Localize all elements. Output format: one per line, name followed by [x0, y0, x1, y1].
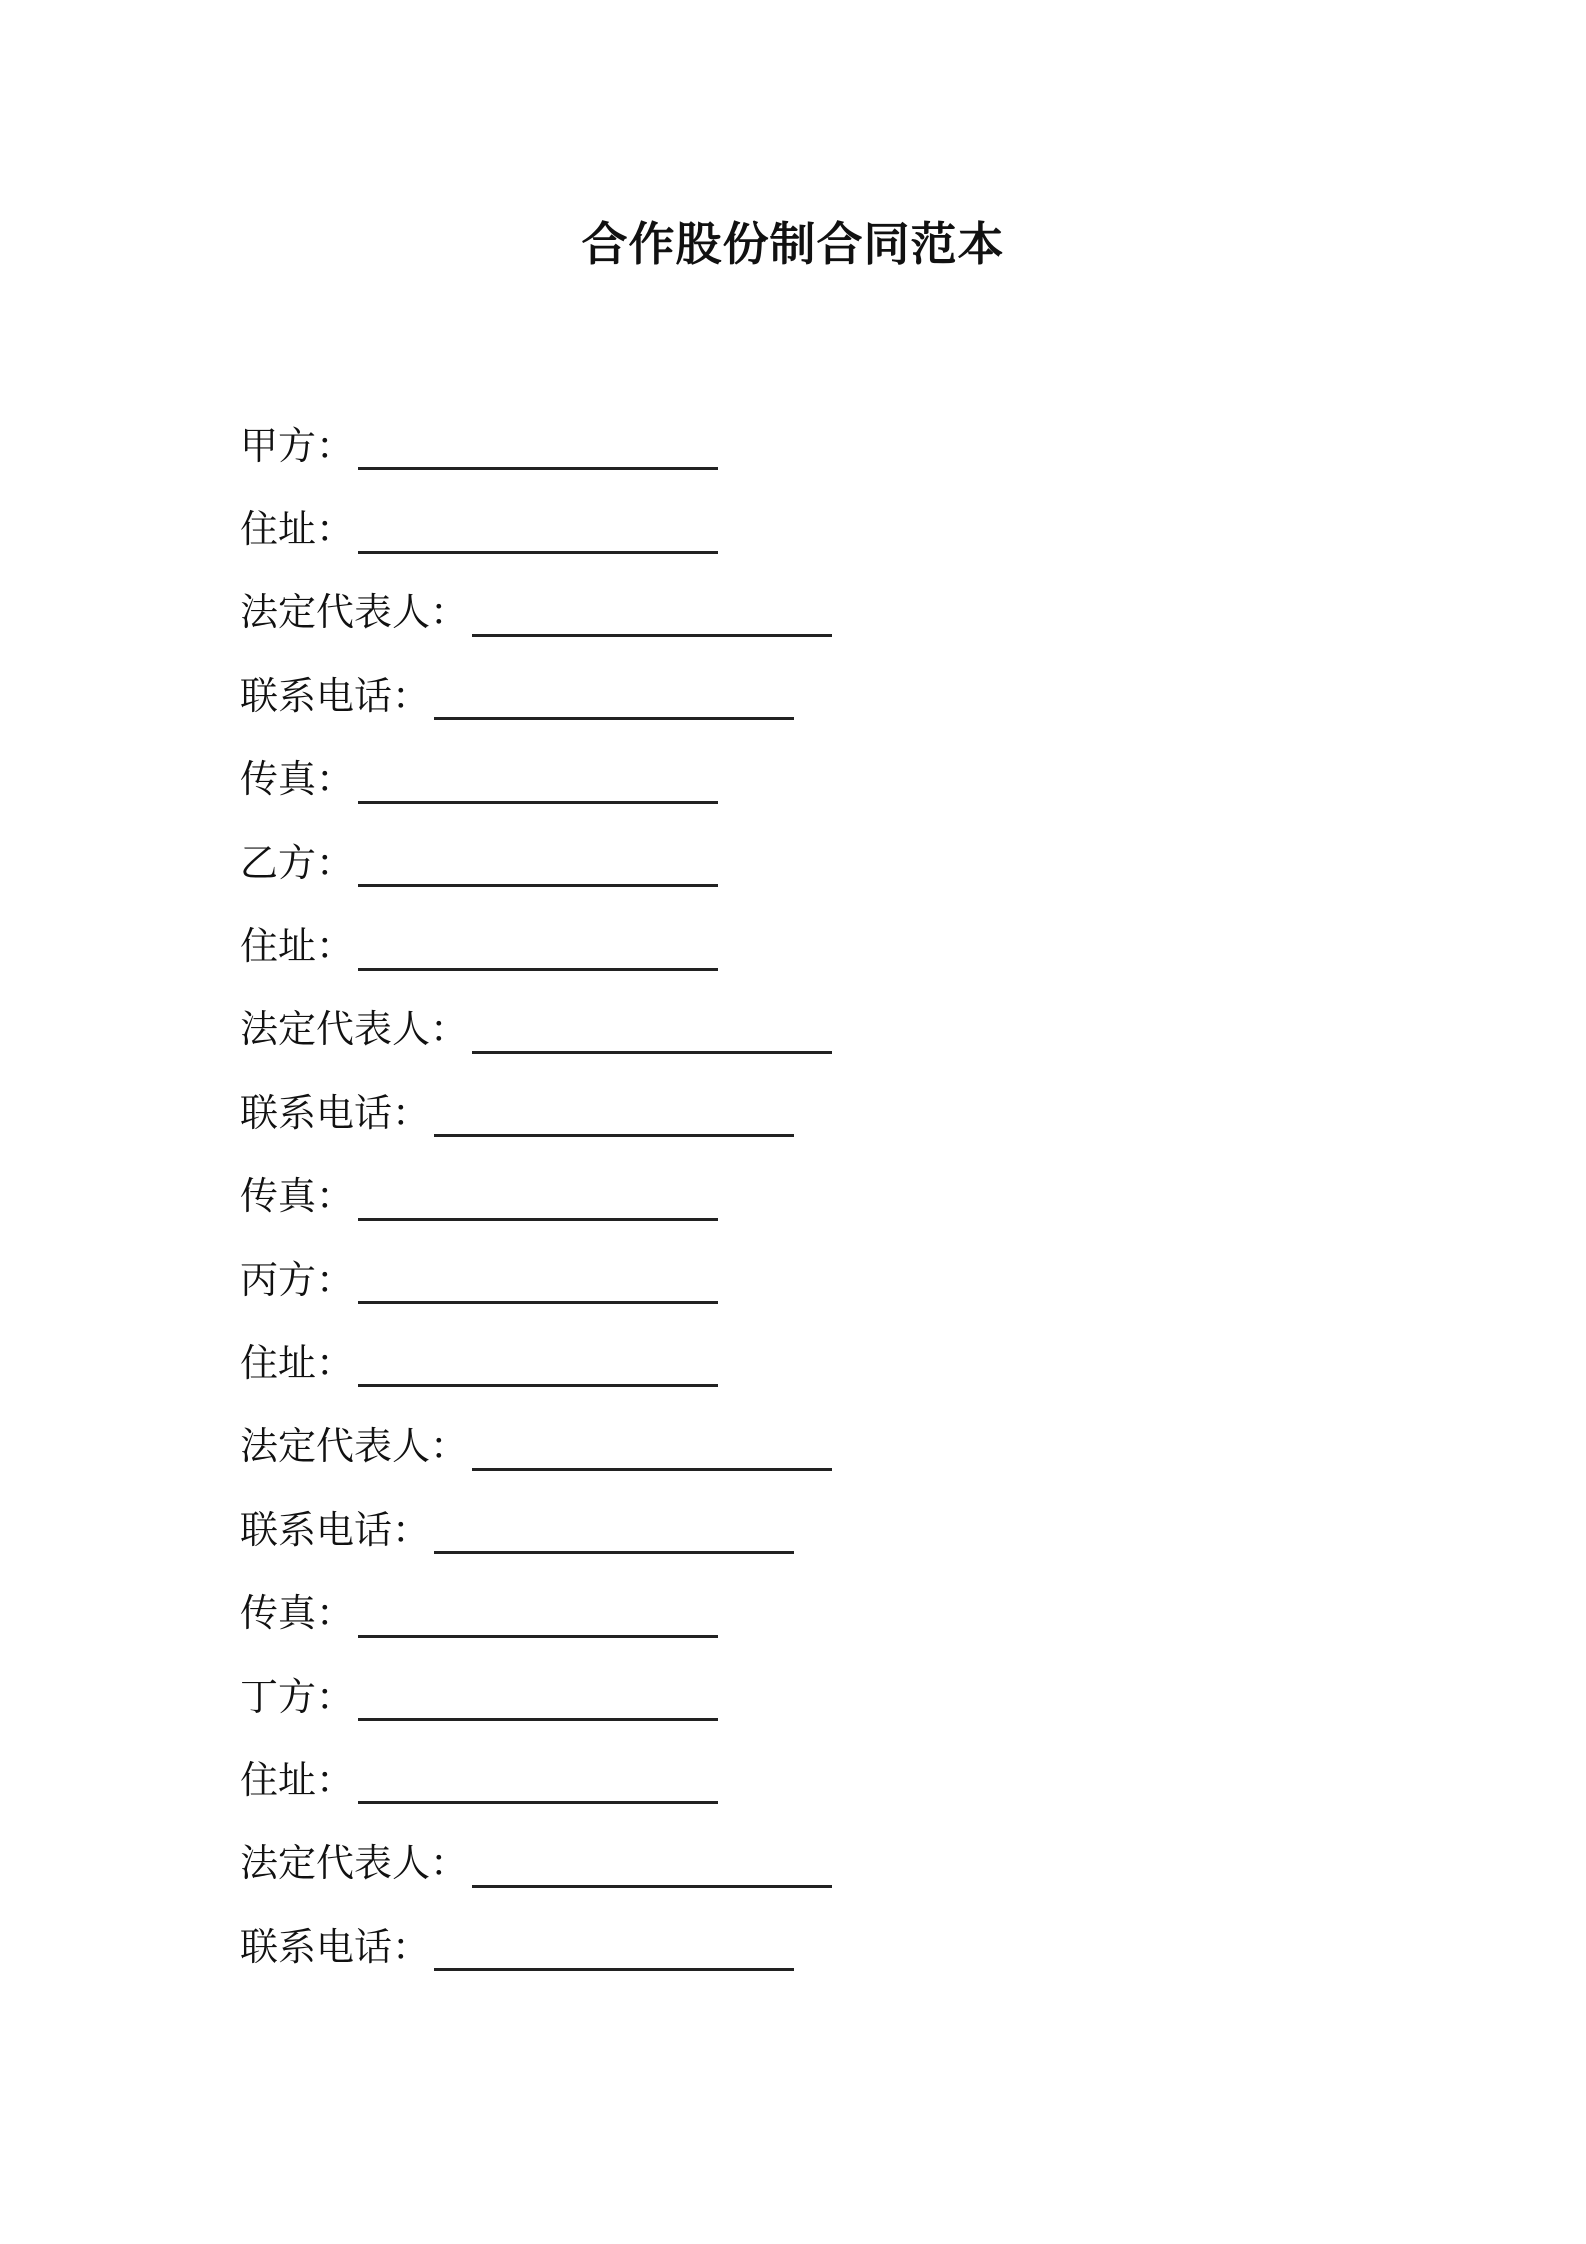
field-label: 传真： [240, 1174, 355, 1219]
fill-in-blank [358, 421, 718, 470]
field-label: 住址： [240, 1340, 355, 1385]
field-row [240, 988, 1340, 1071]
fill-in-blank [358, 922, 718, 971]
field-label: 联系电话： [240, 1924, 431, 1969]
field-row [240, 654, 1340, 737]
field-row [240, 404, 1340, 487]
fill-in-blank [472, 588, 832, 637]
document-title: 合作股份制合同范本 [581, 217, 1005, 271]
field-row [240, 904, 1340, 987]
field-label: 法定代表人： [240, 590, 469, 635]
field-row [240, 738, 1340, 821]
field-label: 联系电话： [240, 1507, 431, 1552]
fill-in-blank [434, 1088, 794, 1137]
field-row [240, 1905, 1340, 1988]
field-row [240, 1655, 1340, 1738]
field-label: 法定代表人： [240, 1424, 469, 1469]
field-label: 法定代表人： [240, 1007, 469, 1052]
field-label: 住址： [240, 507, 355, 552]
field-row [240, 1155, 1340, 1238]
party-fields [240, 404, 1340, 1988]
fill-in-blank [358, 505, 718, 554]
field-label: 传真： [240, 757, 355, 802]
field-row [240, 1488, 1340, 1571]
field-label: 丁方： [240, 1674, 355, 1719]
field-label: 住址： [240, 1757, 355, 1802]
fill-in-blank [472, 1839, 832, 1888]
field-label: 乙方： [240, 840, 355, 885]
field-row [240, 1738, 1340, 1821]
field-row [240, 1071, 1340, 1154]
fill-in-blank [434, 1505, 794, 1554]
fill-in-blank [358, 1255, 718, 1304]
field-label: 联系电话： [240, 1090, 431, 1135]
field-row [240, 1822, 1340, 1905]
field-row [240, 821, 1340, 904]
fill-in-blank [434, 1922, 794, 1971]
fill-in-blank [358, 1338, 718, 1387]
field-label: 传真： [240, 1591, 355, 1636]
field-row [240, 1238, 1340, 1321]
field-label: 法定代表人： [240, 1841, 469, 1886]
fill-in-blank [472, 1005, 832, 1054]
field-row [240, 1571, 1340, 1654]
fill-in-blank [358, 755, 718, 804]
field-row [240, 571, 1340, 654]
field-label: 甲方： [240, 423, 355, 468]
fill-in-blank [434, 671, 794, 720]
field-label: 丙方： [240, 1257, 355, 1302]
field-row [240, 1321, 1340, 1404]
field-label: 住址： [240, 924, 355, 969]
fill-in-blank [358, 1172, 718, 1221]
field-label: 联系电话： [240, 673, 431, 718]
fill-in-blank [358, 1755, 718, 1804]
fill-in-blank [358, 1672, 718, 1721]
fill-in-blank [358, 1589, 718, 1638]
fill-in-blank [472, 1422, 832, 1471]
fill-in-blank [358, 838, 718, 887]
field-row [240, 1405, 1340, 1488]
field-row [240, 487, 1340, 570]
